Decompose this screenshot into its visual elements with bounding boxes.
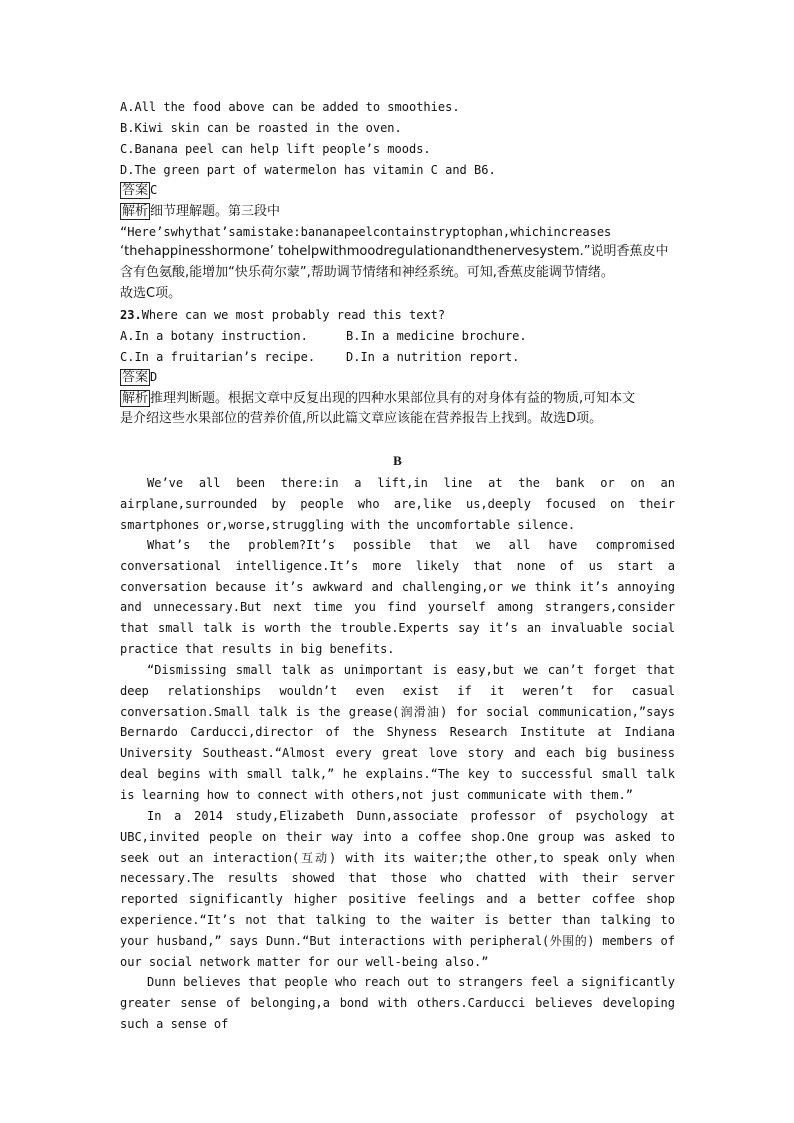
- analysis-label-box: 解析: [122, 204, 149, 219]
- analysis-label-box: 解析: [122, 391, 149, 406]
- paragraph-1: We’ve all been there:in a lift,in line at the bank or on an airplane,surrounded by people who are,like us,deeply focused on their smartphones or,worse,struggling with the uncomfortable silence.: [120, 476, 675, 532]
- q23-answer-value: D: [150, 370, 158, 384]
- q23-option-d: D.In a nutrition report.: [346, 350, 520, 364]
- q22-analysis-text: 细节理解题。第三段中: [150, 204, 281, 219]
- q22-option-d: D.The green part of watermelon has vitamin C and B6.: [120, 163, 496, 177]
- q22-option-a: A.All the food above can be added to smoothies.: [120, 100, 460, 114]
- q23-options-row-2: [120, 349, 675, 365]
- paragraph-2: What’s the problem?It’s possible that we all have compromised conversational intelligence.It’s more likely that none of us start a conversation because it’s awkward and challenging,or we think it’s annoying and unnecessary.But next time you find yourself among strangers,consider that small talk is worth the trouble.Experts say it’s an invaluable social practice that results in big benefits.: [120, 538, 675, 656]
- q23-analysis-text: 推理判断题。根据文章中反复出现的四种水果部位具有的对身体有益的物质,可知本文: [150, 391, 636, 406]
- q22-analysis-line-1: [120, 203, 280, 220]
- paragraph-5: Dunn believes that people who reach out to strangers feel a significantly greater sense of belonging,a bond with others.Carducci believes developing such a sense of: [120, 975, 675, 1031]
- q22-analysis-line-5: 故选C项。: [120, 286, 182, 301]
- q22-option-b: B.Kiwi skin can be roasted in the oven.: [120, 121, 402, 135]
- q22-answer: [120, 182, 157, 199]
- q23-question: [120, 307, 445, 323]
- paragraph-3: “Dismissing small talk as unimportant is easy,but we can’t forget that deep relationships wouldn’t even exist if it weren’t for casual conversation.Small talk is the grease(润滑油) for social communication,”says Bernardo Carducci,director of the Shyness Research Institute at Indiana University Southeast.“Almost every great love story and each big business deal begins with small talk,” he explains.“The key to successful small talk is learning how to connect with others,not just communicate with them.”: [120, 663, 675, 802]
- q23-option-a: A.In a botany instruction.: [120, 329, 308, 343]
- q23-options-row-1: [120, 328, 675, 344]
- paragraph-4: In a 2014 study,Elizabeth Dunn,associate professor of psychology at UBC,invited people on their way into a coffee shop.One group was asked to seek out an interaction(互动) with its waiter;the other,to speak only when necessary.The results showed that those who chatted with their server reported significantly higher positive feelings and a better coffee shop experience.“It’s not that talking to the waiter is better than talking to your husband,” says Dunn.“But interactions with peripheral(外围的) members of our social network matter for our well-being also.”: [120, 809, 675, 969]
- q22-analysis-line-2: “Here’swhythat’samistake:bananapeelcontainstryptophan,whichincreases: [120, 225, 612, 239]
- q22-analysis-line-3: ‘thehappinesshormone’ tohelpwithmoodregulationandthenervesystem.”说明香蕉皮中: [120, 244, 669, 259]
- q23-option-b: B.In a medicine brochure.: [346, 329, 527, 343]
- q23-answer: [120, 369, 157, 386]
- answer-label-box: 答案: [122, 370, 149, 385]
- q23-number: 23.: [120, 308, 142, 322]
- q23-question-text: Where can we most probably read this text?: [141, 308, 446, 322]
- section-heading: B: [393, 453, 402, 468]
- answer-label-box: 答案: [122, 183, 149, 198]
- q22-option-c: C.Banana peel can help lift people’s moods.: [120, 142, 431, 156]
- q23-analysis-line-1: [120, 390, 635, 407]
- q22-answer-value: C: [150, 183, 158, 197]
- q23-analysis-line-2: 是介绍这些水果部位的营养价值,所以此篇文章应该能在营养报告上找到。故选D项。: [120, 411, 603, 426]
- q22-analysis-line-4: 含有色氨酸,能增加“快乐荷尔蒙”,帮助调节情绪和神经系统。可知,香蕉皮能调节情绪。: [120, 265, 614, 280]
- q23-option-c: C.In a fruitarian’s recipe.: [120, 350, 316, 364]
